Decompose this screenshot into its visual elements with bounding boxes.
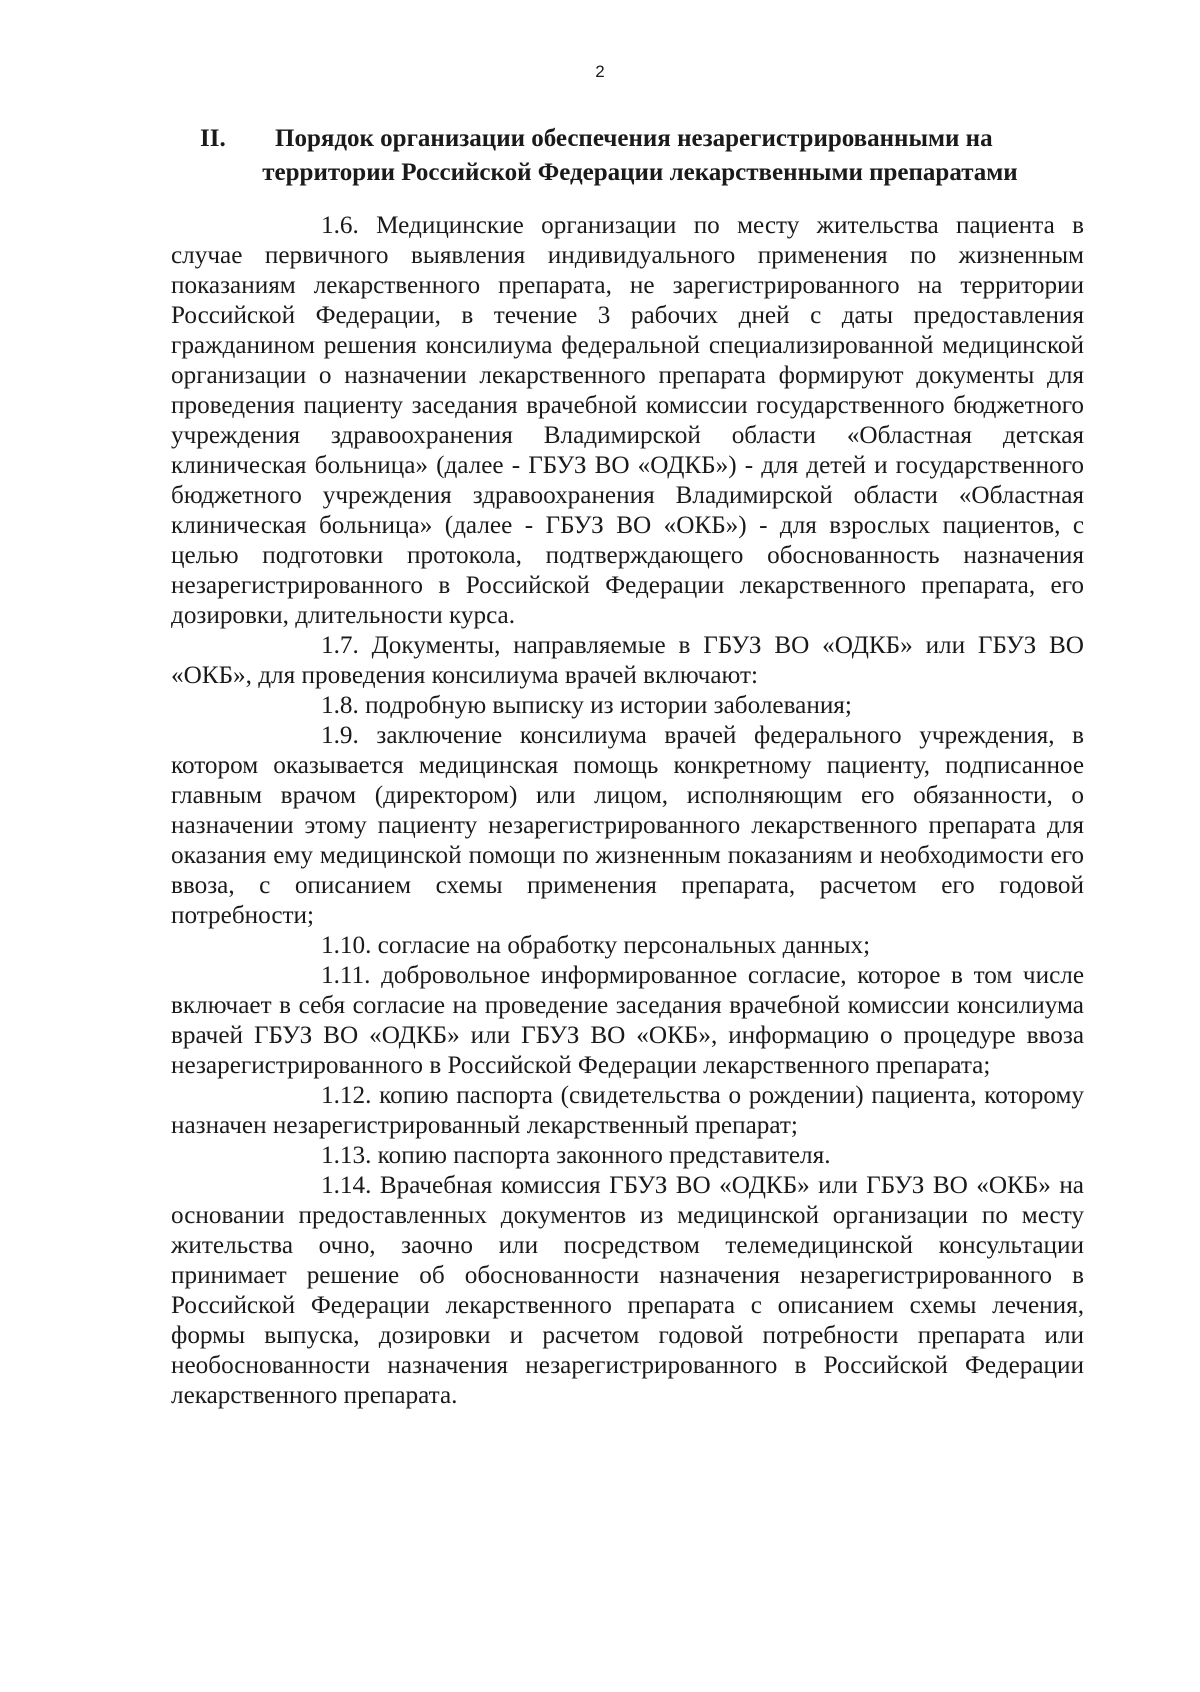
paragraph-number: 1.7. — [321, 632, 359, 659]
paragraph-number: 1.6. — [321, 212, 359, 239]
paragraph-number: 1.13. — [321, 1142, 372, 1169]
paragraph-1-14 — [171, 1171, 1084, 1411]
paragraph-text: Документы, направляемые в ГБУЗ ВО «ОДКБ» или ГБУЗ ВО «ОКБ», для проведения консилиума врачей включают: — [171, 632, 1085, 689]
paragraph-number: 1.11. — [321, 962, 371, 989]
paragraph-1-11 — [171, 961, 1084, 1081]
paragraph-1-7 — [171, 631, 1084, 691]
paragraph-1-6 — [171, 211, 1084, 631]
page-number: 2 — [595, 62, 605, 81]
paragraph-number: 1.8. — [321, 692, 359, 719]
paragraph-text: Медицинские организации по месту жительства пациента в случае первичного выявления индивидуального применения по жизненным показаниям лекарственного препарата, не зарегистрированного на территории Российской Федерации, в течение 3 рабочих дней с даты предоставления гражданином решения консилиума федеральной специализированной медицинской организации о назначении лекарственного препарата формируют документы для проведения пациенту заседания врачебной комиссии государственного бюджетного учреждения здравоохранения Владимирской области «Областная детская клиническая больница» (далее - ГБУЗ ВО «ОДКБ») - для детей и государственного бюджетного учреждения здравоохранения Владимирской области «Областная клиническая больница» (далее - ГБУЗ ВО «ОКБ») - для взрослых пациентов, с целью подготовки протокола, подтверждающего обоснованность назначения незарегистрированного в Российской Федерации лекарственного препарата, его дозировки, длительности курса. — [171, 212, 1084, 629]
section-numeral: II. — [200, 125, 226, 152]
section-heading — [200, 122, 1080, 190]
paragraph-text: добровольное информированное согласие, которое в том числе включает в себя согласие на проведение заседания врачебной комиссии консилиума врачей ГБУЗ ВО «ОДКБ» или ГБУЗ ВО «ОКБ», информацию о процедуре ввоза незарегистрированного в Российской Федерации лекарственного препарата; — [171, 962, 1085, 1079]
paragraph-1-13 — [171, 1141, 1084, 1171]
section-heading-line-1 — [200, 122, 1080, 156]
paragraph-text: подробную выписку из истории заболевания; — [365, 692, 852, 719]
paragraph-number: 1.9. — [321, 722, 359, 749]
paragraph-1-9 — [171, 721, 1084, 931]
section-title-line-1: Порядок организации обеспечения незарегистрированными на — [275, 125, 993, 152]
paragraph-number: 1.10. — [321, 932, 372, 959]
paragraph-text: согласие на обработку персональных данных; — [377, 932, 871, 959]
paragraph-number: 1.12. — [321, 1082, 372, 1109]
paragraph-text: копию паспорта законного представителя. — [377, 1142, 831, 1169]
paragraph-text: Врачебная комиссия ГБУЗ ВО «ОДКБ» или ГБУЗ ВО «ОКБ» на основании предоставленных документов из медицинской организации по месту жительства очно, заочно или посредством телемедицинской консультации принимает решение об обоснованности назначения незарегистрированного в Российской Федерации лекарственного препарата с описанием схемы лечения, формы выпуска, дозировки и расчетом годовой потребности препарата или необоснованности назначения незарегистрированного в Российской Федерации лекарственного препарата. — [171, 1172, 1084, 1409]
section-title-line-2: территории Российской Федерации лекарственными препаратами — [262, 159, 1018, 186]
paragraph-number: 1.14. — [321, 1172, 372, 1199]
paragraph-text: заключение консилиума врачей федерального учреждения, в котором оказывается медицинская помощь конкретному пациенту, подписанное главным врачом (директором) или лицом, исполняющим его обязанности, о назначении этому пациенту незарегистрированного лекарственного препарата для оказания ему медицинской помощи по жизненным показаниям и необходимости его ввоза, с описанием схемы применения препарата, расчетом его годовой потребности; — [171, 722, 1085, 929]
paragraph-1-10 — [171, 931, 1084, 961]
paragraph-1-12 — [171, 1081, 1084, 1141]
paragraph-text: копию паспорта (свидетельства о рождении) пациента, которому назначен незарегистрированный лекарственный препарат; — [171, 1082, 1084, 1139]
document-body — [171, 211, 1084, 1411]
paragraph-1-8 — [171, 691, 1084, 721]
